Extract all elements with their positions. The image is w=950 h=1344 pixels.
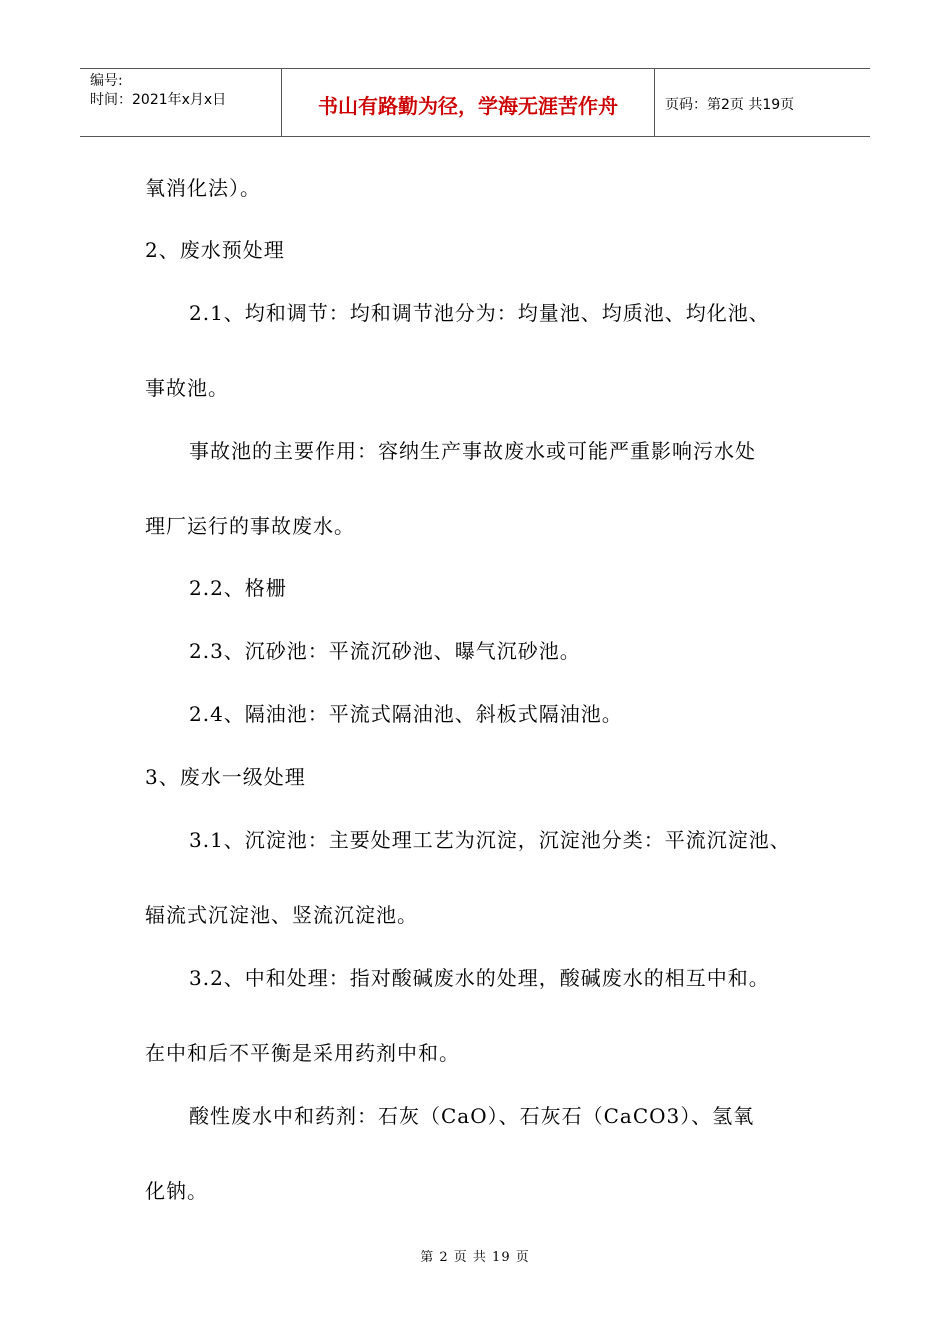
header-page-info: 页码：第2页 共19页 [665, 96, 795, 113]
body-line: 酸性废水中和药剂：石灰（CaO）、石灰石（CaCO3）、氢氧 [189, 1104, 755, 1128]
body-line: 3.1、沉淀池：主要处理工艺为沉淀，沉淀池分类：平流沉淀池、 [189, 828, 791, 852]
body-line: 2.1、均和调节：均和调节池分为：均量池、均质池、均化池、 [189, 301, 770, 325]
header-motto: 书山有路勤为径，学海无涯苦作舟 [282, 69, 655, 136]
body-line: 2.3、沉砂池：平流沉砂池、曝气沉砂池。 [189, 639, 581, 663]
body-line: 氧消化法）。 [145, 176, 261, 200]
header-meta [80, 69, 282, 136]
number-label: 编号: [90, 73, 123, 89]
body-line: 2.4、隔油池：平流式隔油池、斜板式隔油池。 [189, 702, 623, 726]
body-line: 事故池的主要作用：容纳生产事故废水或可能严重影响污水处 [189, 439, 756, 463]
time-label: 时间：2021年x月x日 [90, 92, 227, 108]
body-line: 辐流式沉淀池、竖流沉淀池。 [145, 903, 418, 927]
page-header [80, 68, 870, 137]
subsection-heading: 2.2、格栅 [189, 576, 287, 600]
body-line: 在中和后不平衡是采用药剂中和。 [145, 1041, 460, 1065]
section-heading: 3、废水一级处理 [145, 765, 306, 789]
section-heading: 2、废水预处理 [145, 238, 285, 262]
page-footer: 第 2 页 共 19 页 [420, 1250, 530, 1265]
body-line: 3.2、中和处理：指对酸碱废水的处理，酸碱废水的相互中和。 [189, 966, 770, 990]
body-line: 理厂运行的事故废水。 [145, 514, 355, 538]
body-line: 化钠。 [145, 1179, 208, 1203]
body-line: 事故池。 [145, 376, 229, 400]
